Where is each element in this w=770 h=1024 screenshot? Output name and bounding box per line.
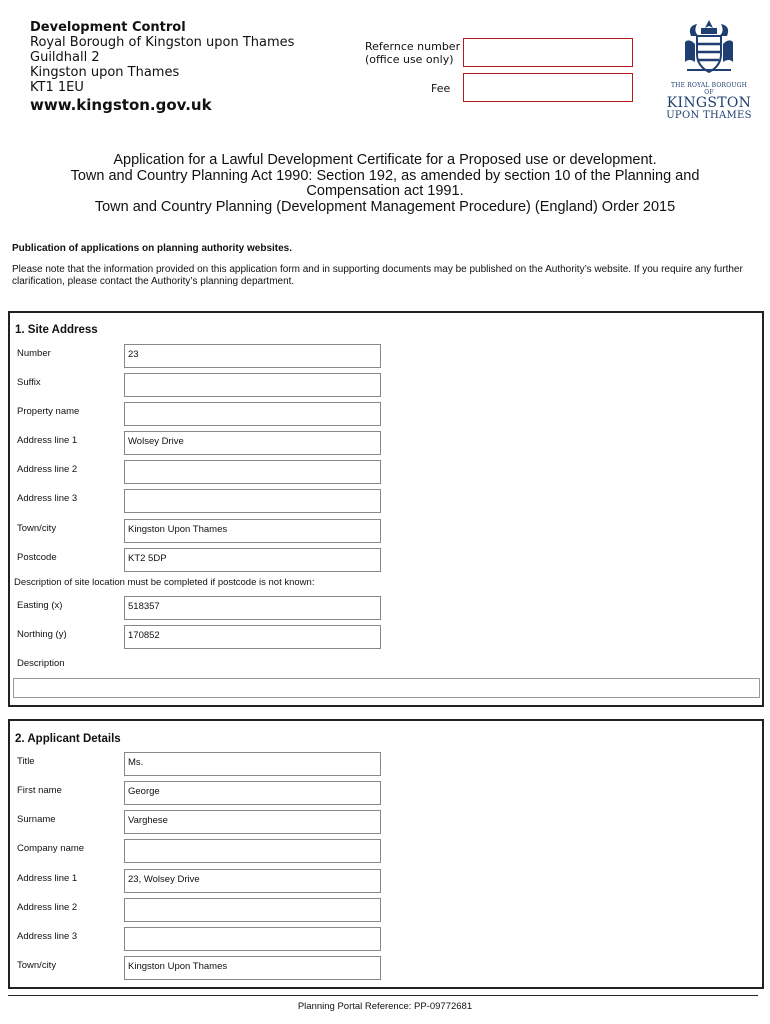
- site-address-section: [8, 311, 764, 707]
- reference-label-line: (office use only): [365, 53, 454, 66]
- field-label: Address line 2: [17, 902, 78, 913]
- field-label: Northing (y): [17, 629, 67, 640]
- fee-input[interactable]: [463, 73, 633, 102]
- field-label: Number: [17, 348, 51, 359]
- form-title: [20, 153, 750, 215]
- footer-divider: [8, 995, 758, 996]
- logo-text-main: KINGSTON: [666, 95, 752, 111]
- fee-label: Fee: [431, 82, 451, 95]
- address-line-2-input[interactable]: [124, 460, 381, 484]
- field-label: Suffix: [17, 377, 41, 388]
- coat-of-arms-icon: [679, 18, 739, 76]
- northing-input[interactable]: 170852: [124, 625, 381, 649]
- first-name-input[interactable]: George: [124, 781, 381, 805]
- field-label: Postcode: [17, 552, 57, 563]
- description-input[interactable]: [13, 678, 760, 698]
- field-label: Title: [17, 756, 35, 767]
- company-name-input[interactable]: [124, 839, 381, 863]
- section-title: 1. Site Address: [15, 324, 98, 336]
- field-label: Address line 2: [17, 464, 78, 475]
- field-label: Address line 3: [17, 493, 78, 504]
- field-label: Address line 3: [17, 931, 78, 942]
- field-label: Address line 1: [17, 873, 78, 884]
- address-line: Royal Borough of Kingston upon Thames: [30, 35, 295, 50]
- council-address: [30, 20, 294, 113]
- reference-label-line: Refernce number: [365, 40, 461, 53]
- logo-text-top: THE ROYAL BOROUGH OF: [670, 82, 748, 96]
- section-title: 2. Applicant Details: [15, 733, 121, 745]
- number-input[interactable]: 23: [124, 344, 381, 368]
- field-label: Easting (x): [17, 600, 63, 611]
- title-input[interactable]: Ms.: [124, 752, 381, 776]
- title-line: Compensation act 1991.: [306, 183, 464, 199]
- title-line: Town and Country Planning (Development Management Procedure) (England) Order 2015: [94, 198, 676, 215]
- applicant-town-city-input[interactable]: Kingston Upon Thames: [124, 956, 381, 980]
- easting-input[interactable]: 518357: [124, 596, 381, 620]
- title-line: Town and Country Planning Act 1990: Section 192, as amended by section 10 of the Planning and: [70, 167, 700, 184]
- field-label: Town/city: [17, 960, 57, 971]
- applicant-address-line-1-input[interactable]: 23, Wolsey Drive: [124, 869, 381, 893]
- logo-text-sub: UPON THAMES: [666, 110, 752, 121]
- applicant-details-section: [8, 719, 764, 989]
- field-label: Description: [17, 658, 65, 669]
- website-link[interactable]: www.kingston.gov.uk: [30, 96, 212, 114]
- reference-number-input[interactable]: [463, 38, 633, 67]
- field-label: Company name: [17, 843, 85, 854]
- suffix-input[interactable]: [124, 373, 381, 397]
- applicant-address-line-3-input[interactable]: [124, 927, 381, 951]
- title-line: Application for a Lawful Development Certificate for a Proposed use or development.: [113, 152, 657, 168]
- property-name-input[interactable]: [124, 402, 381, 426]
- field-label: First name: [17, 785, 62, 796]
- council-logo: [666, 18, 752, 121]
- address-line-3-input[interactable]: [124, 489, 381, 513]
- location-note: Description of site location must be completed if postcode is not known:: [14, 577, 315, 588]
- applicant-address-line-2-input[interactable]: [124, 898, 381, 922]
- publication-text: Please note that the information provided on this application form and in supporting documents may be published on the Authority’s website. If you require any further clarification, please contact the Authority’s planning department.: [12, 264, 743, 287]
- publication-heading: Publication of applications on planning authority websites.: [12, 243, 293, 254]
- address-line: Guildhall 2: [30, 50, 100, 65]
- postcode-input[interactable]: KT2 5DP: [124, 548, 381, 572]
- surname-input[interactable]: Varghese: [124, 810, 381, 834]
- field-label: Property name: [17, 406, 80, 417]
- field-label: Surname: [17, 814, 56, 825]
- town-city-input[interactable]: Kingston Upon Thames: [124, 519, 381, 543]
- address-line-1-input[interactable]: Wolsey Drive: [124, 431, 381, 455]
- org-title: Development Control: [30, 20, 186, 35]
- address-line: KT1 1EU: [30, 80, 84, 95]
- portal-reference: Planning Portal Reference: PP-09772681: [297, 1001, 473, 1012]
- field-label: Town/city: [17, 523, 57, 534]
- field-label: Address line 1: [17, 435, 78, 446]
- reference-number-label: [365, 40, 460, 66]
- address-line: Kingston upon Thames: [30, 65, 180, 80]
